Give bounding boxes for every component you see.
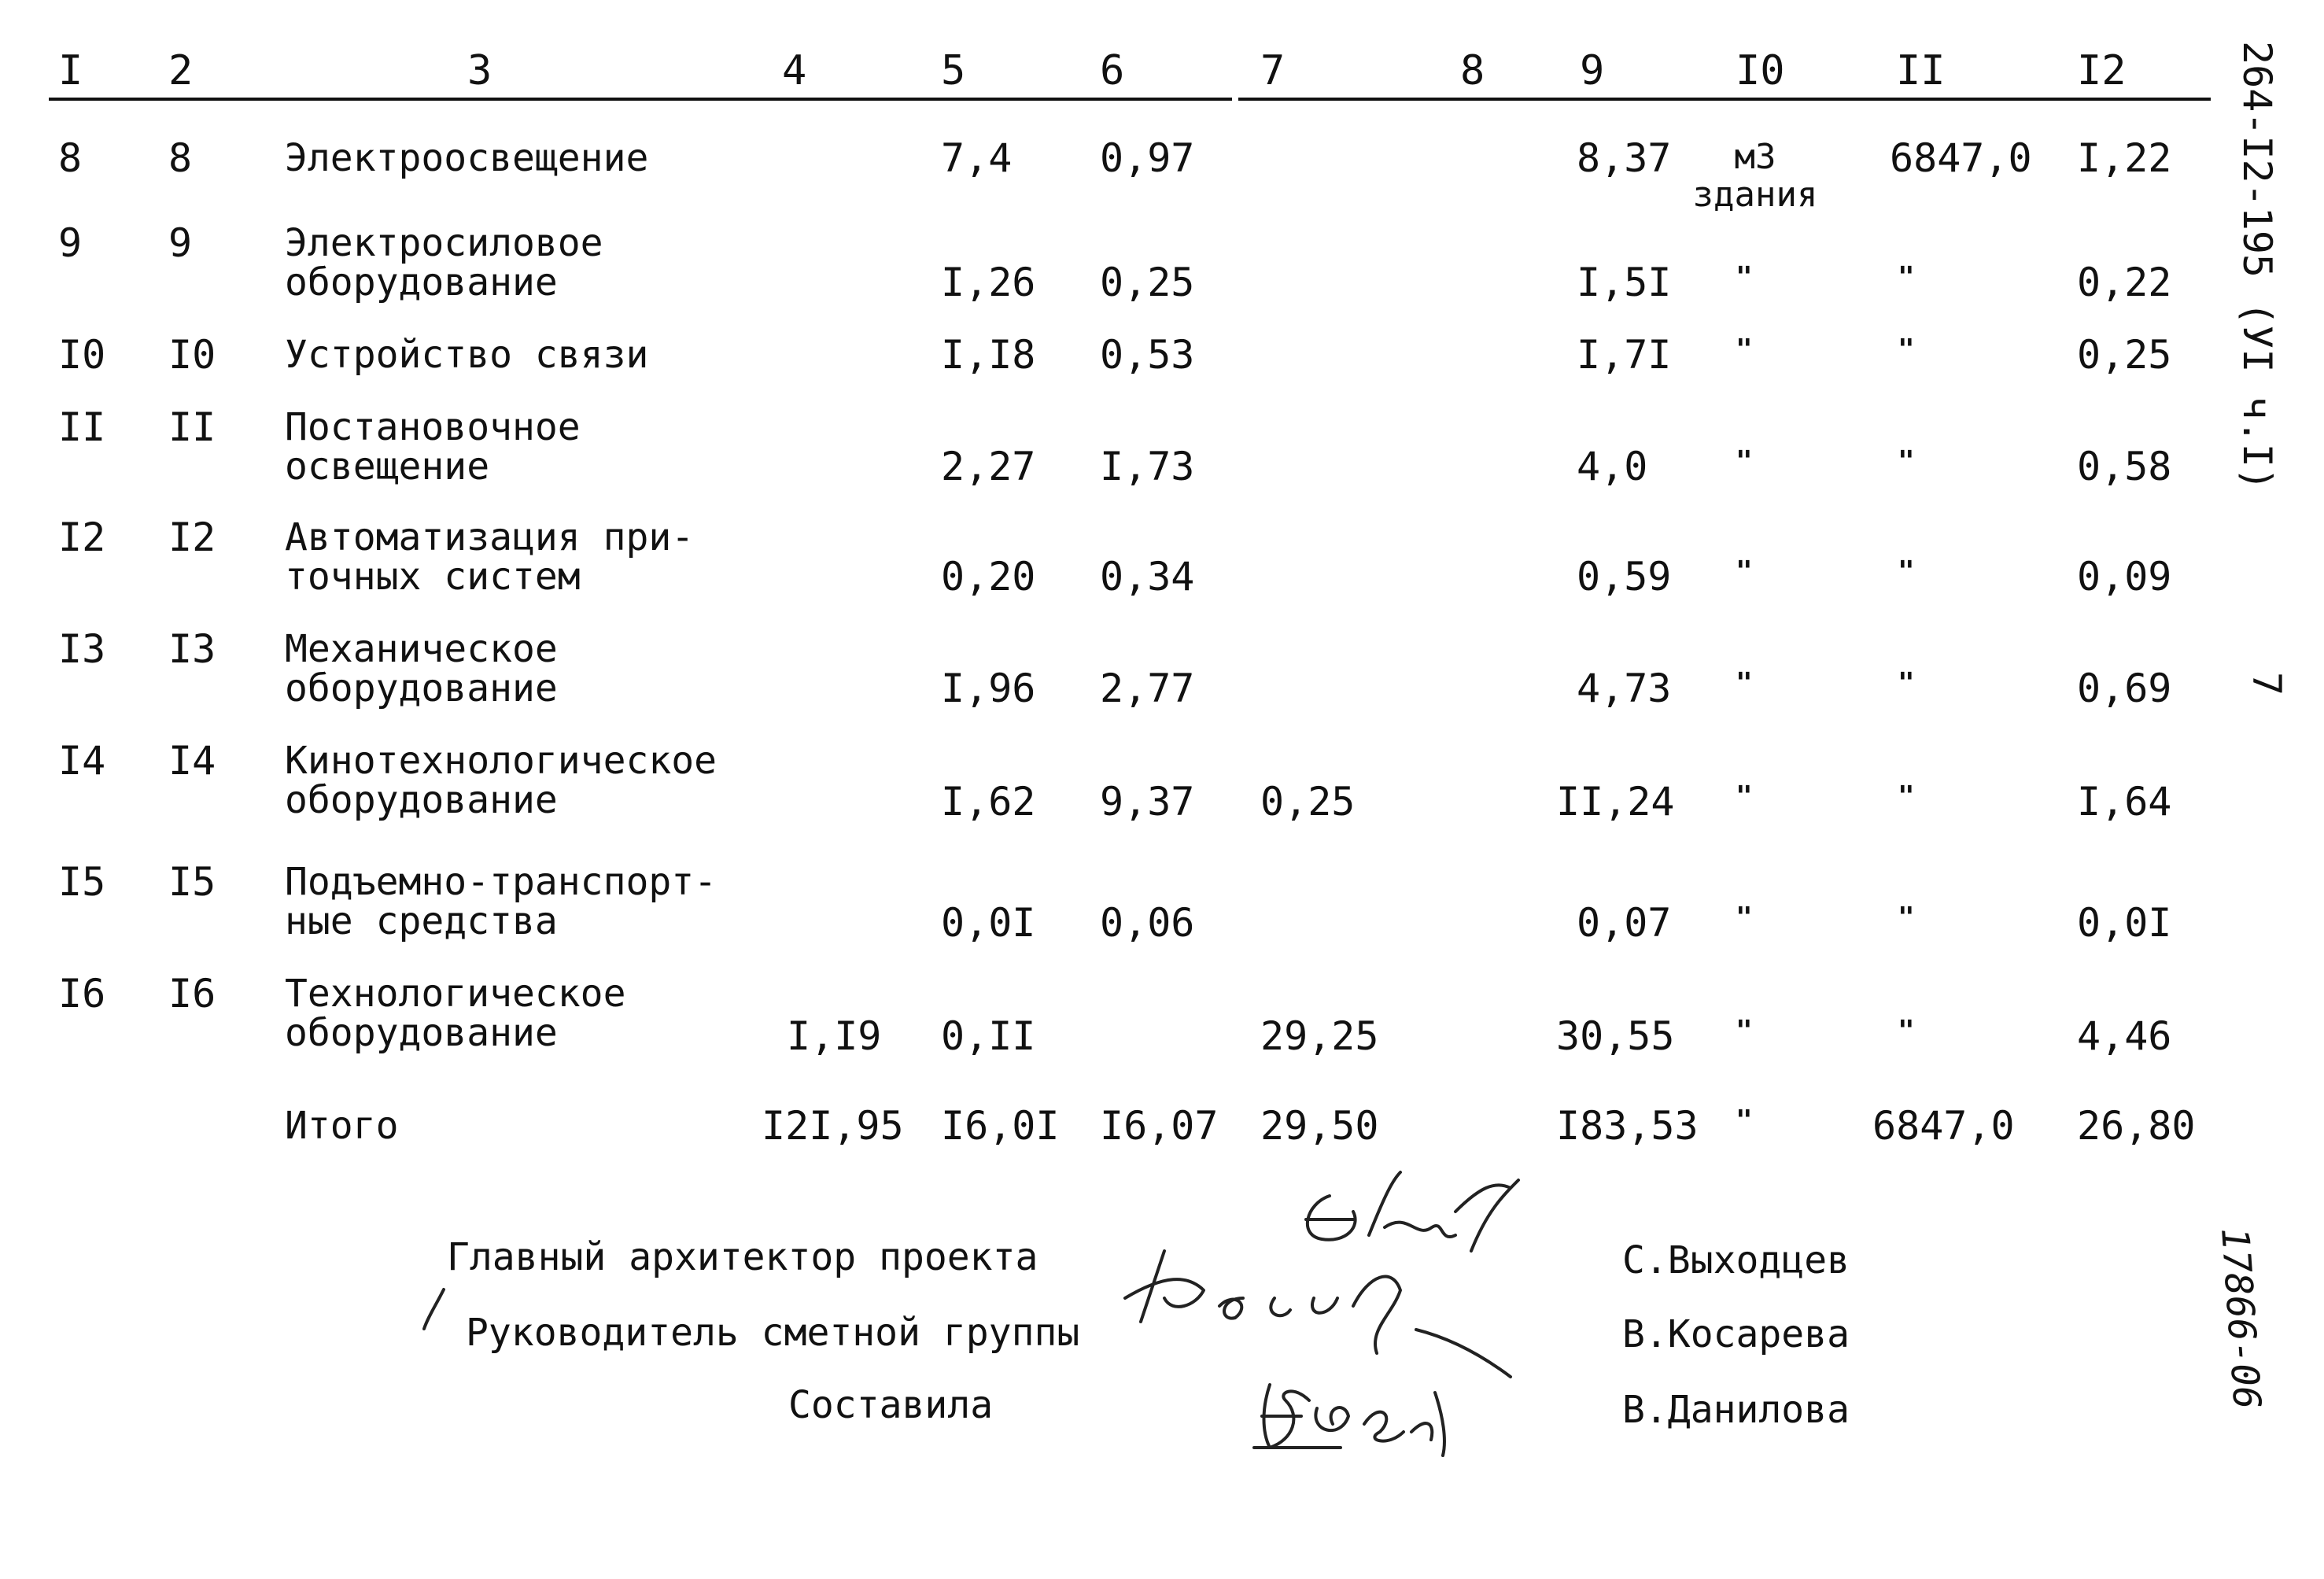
- row-col12: 0,58: [2077, 444, 2172, 489]
- header-rule-left: [49, 98, 1232, 101]
- inventory-number: 17866-06: [2212, 1226, 2269, 1411]
- row-name: Технологическое оборудование: [285, 972, 626, 1055]
- row-unit: ": [1736, 902, 1753, 934]
- row-col11: ": [1898, 555, 1915, 588]
- row-name: Подъемно-транспорт- ные средства: [285, 860, 717, 943]
- row-col12: 0,69: [2077, 666, 2172, 711]
- row-name: Механическое оборудование: [285, 627, 558, 710]
- row-name: Постановочное освещение: [285, 405, 581, 489]
- col-header-12: I2: [2077, 47, 2127, 94]
- col-header-4: 4: [782, 47, 807, 94]
- row-col6: 2,77: [1100, 666, 1195, 711]
- row-position: I4: [168, 738, 216, 784]
- row-unit: ": [1736, 667, 1753, 699]
- row-number: II: [58, 404, 106, 450]
- row-col12: I,22: [2077, 135, 2172, 181]
- row-unit: ": [1736, 555, 1753, 588]
- row-col12: 0,09: [2077, 554, 2172, 600]
- row-col11: ": [1898, 445, 1915, 478]
- row-col11: ": [1898, 261, 1915, 293]
- col-header-3: 3: [467, 47, 492, 94]
- row-name: Электроосвещение: [285, 136, 649, 180]
- row-col9: I,5I: [1577, 260, 1672, 305]
- col-header-11: II: [1896, 47, 1946, 94]
- row-col11: ": [1898, 1015, 1915, 1047]
- row-position: I2: [168, 515, 216, 560]
- row-col7: 29,25: [1260, 1013, 1379, 1059]
- row-name: Автоматизация при- точных систем: [285, 515, 695, 599]
- total-unit: ": [1736, 1105, 1753, 1137]
- row-col9: I,7I: [1577, 332, 1672, 378]
- row-col12: 0,0I: [2077, 900, 2172, 946]
- row-position: I0: [168, 332, 216, 378]
- col-header-5: 5: [941, 47, 966, 94]
- row-col5: 7,4: [941, 135, 1013, 181]
- document-code: 264-I2-195 (УI ч.I): [2234, 41, 2280, 491]
- header-rule-right: [1238, 98, 2211, 101]
- row-col6: 0,34: [1100, 554, 1195, 600]
- row-position: I5: [168, 859, 216, 905]
- total-col11: 6847,0: [1872, 1103, 2015, 1149]
- row-col6: I,73: [1100, 444, 1195, 489]
- signature-role-estimate-lead: Руководитель сметной группы: [466, 1311, 1080, 1355]
- row-unit: ": [1736, 780, 1753, 813]
- row-unit: ": [1736, 445, 1753, 478]
- row-number: I0: [58, 332, 106, 378]
- row-col5: I,I8: [941, 332, 1036, 378]
- row-position: 8: [168, 135, 193, 181]
- row-col9: 8,37: [1577, 135, 1672, 181]
- col-header-2: 2: [168, 47, 194, 94]
- row-name: Устройство связи: [285, 333, 649, 377]
- row-col5: I,62: [941, 779, 1036, 825]
- row-col5: 0,20: [941, 554, 1036, 600]
- row-col11: ": [1898, 334, 1915, 366]
- row-col4: I,I9: [787, 1013, 882, 1059]
- row-position: II: [168, 404, 216, 450]
- col-header-7: 7: [1260, 47, 1286, 94]
- row-col5: 0,II: [941, 1013, 1036, 1059]
- row-number: I4: [58, 738, 106, 784]
- total-col4: I2I,95: [762, 1103, 904, 1149]
- row-col7: 0,25: [1260, 779, 1356, 825]
- row-unit: м3 здания: [1692, 137, 1818, 215]
- row-number: 9: [58, 220, 83, 266]
- signature-role-compiler: Составила: [788, 1383, 994, 1427]
- row-col6: 0,97: [1100, 135, 1195, 181]
- row-col12: 0,25: [2077, 332, 2172, 378]
- row-number: I2: [58, 515, 106, 560]
- row-unit: ": [1736, 334, 1753, 366]
- row-col9: II,24: [1556, 779, 1675, 825]
- col-header-9: 9: [1580, 47, 1605, 94]
- signature-name-chief-architect: С.Выходцев: [1622, 1238, 1850, 1282]
- handwritten-signature-3: [1246, 1369, 1482, 1463]
- row-number: I5: [58, 859, 106, 905]
- row-col5: I,96: [941, 666, 1036, 711]
- total-col9: I83,53: [1556, 1103, 1699, 1149]
- row-col11: ": [1898, 780, 1915, 813]
- row-col6: 0,53: [1100, 332, 1195, 378]
- row-col12: 4,46: [2077, 1013, 2172, 1059]
- row-position: I6: [168, 971, 216, 1016]
- handwritten-signature-2: [1117, 1243, 1526, 1385]
- row-col9: 30,55: [1556, 1013, 1675, 1059]
- col-header-8: 8: [1460, 47, 1485, 94]
- row-col5: I,26: [941, 260, 1036, 305]
- total-col6: I6,07: [1100, 1103, 1219, 1149]
- signature-name-estimate-lead: В.Косарева: [1622, 1312, 1850, 1356]
- row-col11: ": [1898, 902, 1915, 934]
- row-col9: 4,73: [1577, 666, 1672, 711]
- row-number: I3: [58, 626, 106, 672]
- row-unit: ": [1736, 1015, 1753, 1047]
- tick-mark: [420, 1286, 452, 1333]
- col-header-6: 6: [1100, 47, 1125, 94]
- row-col9: 0,59: [1577, 554, 1672, 600]
- total-col7: 29,50: [1260, 1103, 1379, 1149]
- row-col6: 9,37: [1100, 779, 1195, 825]
- row-unit: ": [1736, 261, 1753, 293]
- signature-role-chief-architect: Главный архитектор проекта: [447, 1235, 1038, 1279]
- row-col5: 0,0I: [941, 900, 1036, 946]
- row-col5: 2,27: [941, 444, 1036, 489]
- row-col11: ": [1898, 667, 1915, 699]
- total-col12: 26,80: [2077, 1103, 2196, 1149]
- row-number: I6: [58, 971, 106, 1016]
- row-col9: 0,07: [1577, 900, 1672, 946]
- row-col6: 0,06: [1100, 900, 1195, 946]
- page-number: 7: [2244, 672, 2289, 696]
- row-position: I3: [168, 626, 216, 672]
- row-name: Электросиловое оборудование: [285, 221, 603, 304]
- row-col11: 6847,0: [1890, 135, 2032, 181]
- row-col12: 0,22: [2077, 260, 2172, 305]
- row-col9: 4,0: [1577, 444, 1648, 489]
- col-header-10: I0: [1736, 47, 1785, 94]
- total-col5: I6,0I: [941, 1103, 1060, 1149]
- col-header-1: I: [58, 47, 83, 94]
- row-col12: I,64: [2077, 779, 2172, 825]
- total-label: Итого: [285, 1104, 399, 1148]
- signature-name-compiler: В.Данилова: [1622, 1388, 1850, 1432]
- row-name: Кинотехнологическое оборудование: [285, 739, 717, 822]
- row-number: 8: [58, 135, 83, 181]
- row-position: 9: [168, 220, 193, 266]
- row-col6: 0,25: [1100, 260, 1195, 305]
